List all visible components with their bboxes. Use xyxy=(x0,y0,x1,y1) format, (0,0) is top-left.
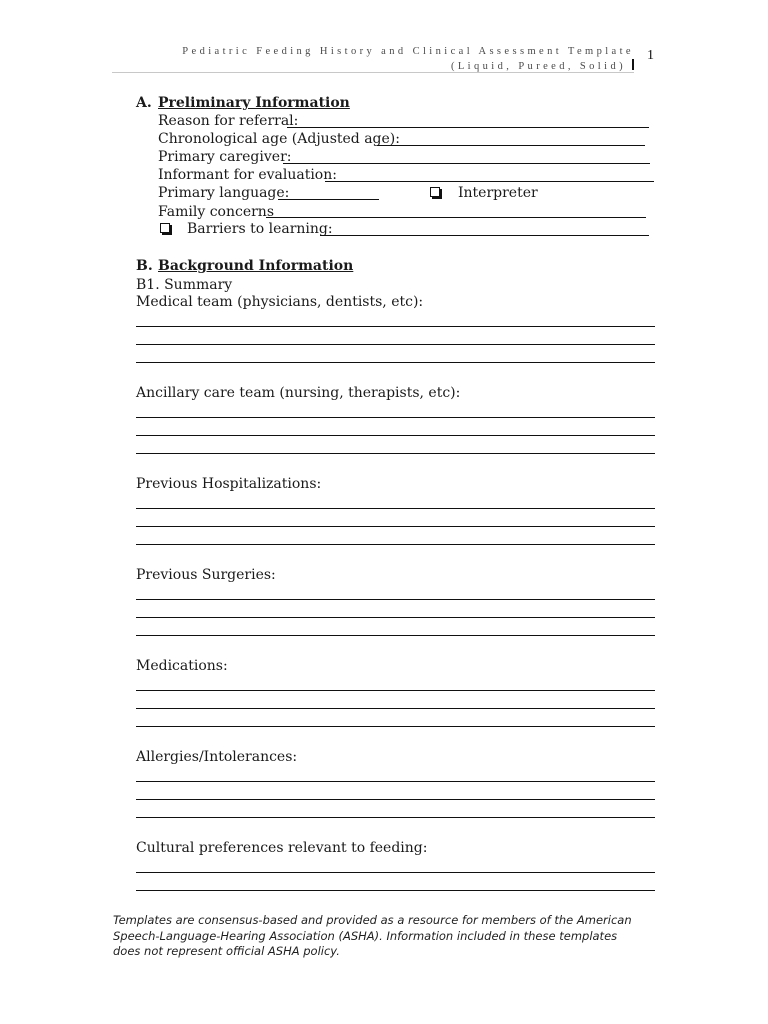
ancillary-team-label: Ancillary care team (nursing, therapists, etc): xyxy=(136,385,461,401)
ancillary-team-line-2[interactable] xyxy=(136,435,655,436)
document-header xyxy=(112,44,634,74)
asha-disclaimer: Templates are consensus-based and provided as a resource for members of the American Speech-Language-Hearing Association (ASHA). Information included in these templates does not represent official ASHA policy. xyxy=(113,913,632,958)
interpreter-checkbox[interactable] xyxy=(430,187,440,197)
allergies-label: Allergies/Intolerances: xyxy=(136,749,298,765)
hospitalizations-label: Previous Hospitalizations: xyxy=(136,476,322,492)
section-a-heading xyxy=(136,94,350,112)
reason-for-referral-label: Reason for referral: xyxy=(158,113,299,129)
hospitalizations-line-3[interactable] xyxy=(136,544,655,545)
barriers-checkbox[interactable] xyxy=(160,223,170,233)
family-concerns-label: Family concerns xyxy=(158,204,275,220)
text-cursor xyxy=(632,59,634,70)
page-number: 1 xyxy=(647,48,654,63)
cultural-preferences-line-1[interactable] xyxy=(136,872,655,873)
medical-team-line-2[interactable] xyxy=(136,344,655,345)
section-a-letter: A. xyxy=(136,95,152,111)
section-b-heading xyxy=(136,257,353,275)
primary-language-label: Primary language: xyxy=(158,185,290,201)
chronological-age-field[interactable] xyxy=(377,145,645,146)
reason-for-referral-field[interactable] xyxy=(287,127,649,128)
hospitalizations-line-1[interactable] xyxy=(136,508,655,509)
medications-label: Medications: xyxy=(136,658,228,674)
barriers-field[interactable] xyxy=(320,235,649,236)
primary-caregiver-label: Primary caregiver: xyxy=(158,149,292,165)
hospitalizations-line-2[interactable] xyxy=(136,526,655,527)
primary-caregiver-field[interactable] xyxy=(283,163,650,164)
b1-summary-label: B1. Summary xyxy=(136,277,233,293)
cultural-preferences-line-2[interactable] xyxy=(136,890,655,891)
informant-field[interactable] xyxy=(325,181,654,182)
medical-team-line-3[interactable] xyxy=(136,362,655,363)
family-concerns-field[interactable] xyxy=(266,217,646,218)
section-b-title: Background Information xyxy=(158,258,354,274)
allergies-line-2[interactable] xyxy=(136,799,655,800)
medications-line-3[interactable] xyxy=(136,726,655,727)
surgeries-label: Previous Surgeries: xyxy=(136,567,276,583)
chronological-age-label: Chronological age (Adjusted age): xyxy=(158,131,400,147)
ancillary-team-line-1[interactable] xyxy=(136,417,655,418)
ancillary-team-line-3[interactable] xyxy=(136,453,655,454)
medications-line-2[interactable] xyxy=(136,708,655,709)
surgeries-line-3[interactable] xyxy=(136,635,655,636)
cultural-preferences-label: Cultural preferences relevant to feeding: xyxy=(136,840,428,856)
surgeries-line-2[interactable] xyxy=(136,617,655,618)
medications-line-1[interactable] xyxy=(136,690,655,691)
header-subtitle: (Liquid, Pureed, Solid) xyxy=(450,61,626,72)
surgeries-line-1[interactable] xyxy=(136,599,655,600)
section-a-title: Preliminary Information xyxy=(158,95,350,111)
medical-team-line-1[interactable] xyxy=(136,326,655,327)
allergies-line-3[interactable] xyxy=(136,817,655,818)
header-divider xyxy=(112,72,634,73)
header-title: Pediatric Feeding History and Clinical Assessment Template xyxy=(182,46,634,57)
section-b-letter: B. xyxy=(136,258,153,274)
informant-label: Informant for evaluation: xyxy=(158,167,337,183)
primary-language-field[interactable] xyxy=(278,199,379,200)
interpreter-label: Interpreter xyxy=(458,185,538,201)
medical-team-label: Medical team (physicians, dentists, etc): xyxy=(136,294,424,310)
barriers-label: Barriers to learning: xyxy=(187,221,333,237)
allergies-line-1[interactable] xyxy=(136,781,655,782)
